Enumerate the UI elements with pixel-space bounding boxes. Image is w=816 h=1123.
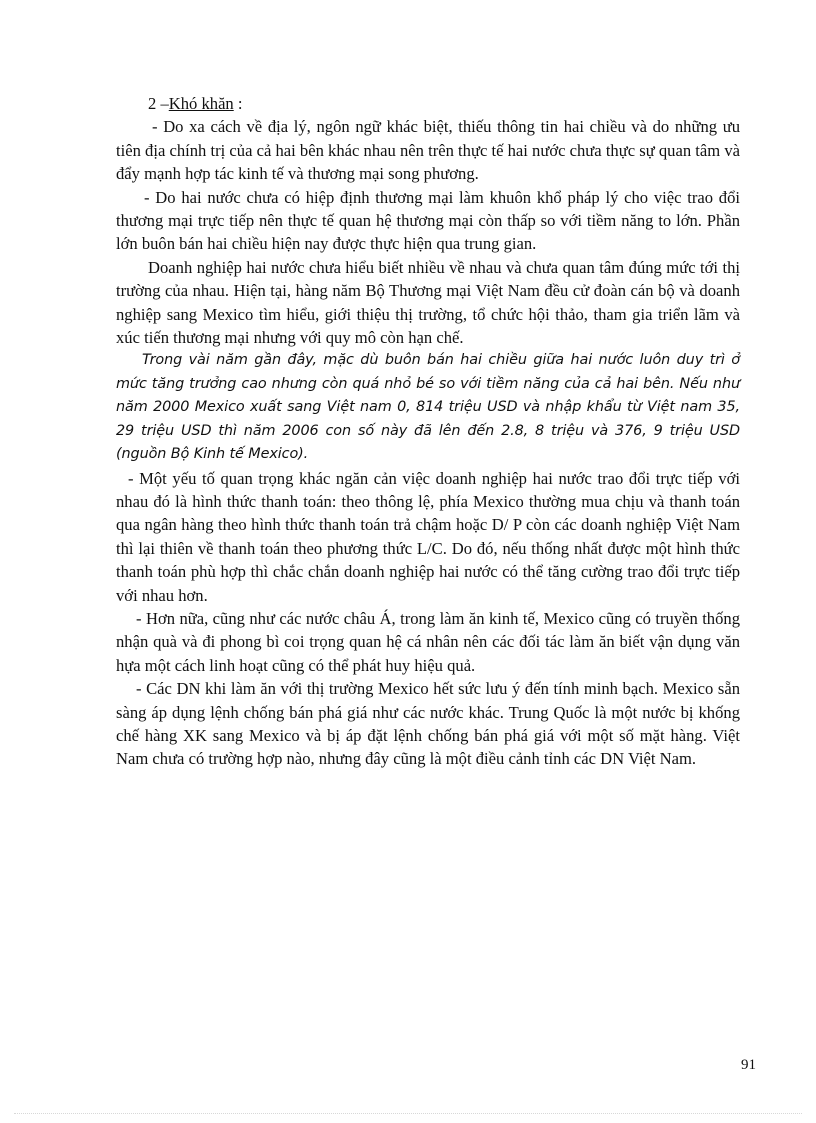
paragraph-no-trade-agreement: - Do hai nước chưa có hiệp định thương mại làm khuôn khổ pháp lý cho việc trao đổi thương mại trực tiếp nên thực tế quan hệ thương mại còn thấp so với tiềm năng to lớn. Phần lớn buôn bán hai chiều hiện nay được thực hiện qua trung gian. xyxy=(116,187,740,254)
page-body xyxy=(116,92,740,771)
paragraph-trade-figures: Trong vài năm gần đây, mặc dù buôn bán hai chiều giữa hai nước luôn duy trì ở mức tăng trưởng cao nhưng còn quá nhỏ bé so với tiềm năng của cả hai bên. Nếu như năm 2000 Mexico xuất sang Việt nam 0, 814 triệu USD và nhập khẩu từ Việt nam 35, 29 triệu USD thì năm 2006 con số này đã lên đến 2.8, 8 triệu và 376, 9 triệu USD (nguồn Bộ Kinh tế Mexico). xyxy=(116,352,740,463)
paragraph-transparency-antidumping: - Các DN khi làm ăn với thị trường Mexico hết sức lưu ý đến tính minh bạch. Mexico sẵn sàng áp dụng lệnh chống bán phá giá như các nước khác. Trung Quốc là một nước bị khống chế hàng XK sang Mexico và bị áp đặt lệnh chống bán phá giá với một số mặt hàng. Việt Nam chưa có trường hợp nào, nhưng đây cũng là một điều cảnh tỉnh các DN Việt Nam. xyxy=(116,679,740,769)
page-number: 91 xyxy=(741,1057,756,1073)
section-title: Khó khăn xyxy=(168,94,234,113)
paragraph-business-understanding: Doanh nghiệp hai nước chưa hiểu biết nhiều về nhau và chưa quan tâm đúng mức tới thị trường của nhau. Hiện tại, hàng năm Bộ Thương mại Việt Nam đều cử đoàn cán bộ và doanh nghiệp sang Mexico tìm hiểu, giới thiệu thị trường, tổ chức hội thảo, tham gia triển lãm và xúc tiến thương mại nhưng với quy mô còn hạn chế. xyxy=(116,257,740,348)
section-heading xyxy=(116,92,740,115)
page-bottom-border xyxy=(14,1113,802,1114)
paragraph-distance-barriers: - Do xa cách về địa lý, ngôn ngữ khác biệt, thiếu thông tin hai chiều và do những ưu tiên địa chính trị của cả hai bên khác nhau nên trên thực tế hai nước chưa thực sự quan tâm và đẩy mạnh hợp tác kinh tế và thương mại song phương. xyxy=(116,117,740,184)
section-heading-suffix: : xyxy=(233,94,243,113)
paragraph-business-culture: - Hơn nữa, cũng như các nước châu Á, trong làm ăn kinh tế, Mexico cũng có truyền thống nhận quà và đi phong bì coi trọng quan hệ cá nhân nên các đối tác làm ăn biết vận dụng văn hựa một cách linh hoạt cũng có thể phát huy hiệu quả. xyxy=(116,608,740,675)
section-number: 2 – xyxy=(148,94,169,113)
paragraph-payment-methods: - Một yếu tố quan trọng khác ngăn cản việc doanh nghiệp hai nước trao đổi trực tiếp với nhau đó là hình thức thanh toán: theo thông lệ, phía Mexico thường mua chịu và thanh toán qua ngân hàng theo hình thức thanh toán trả chậm hoặc D/ P còn các doanh nghiệp Việt Nam thì lại thiên về thanh toán theo phương thức L/C. Do đó, nếu thống nhất được một hình thức thanh toán phù hợp thì chắc chắn doanh nghiệp hai nước có thể tăng cường trao đổi trực tiếp với nhau hơn. xyxy=(116,468,740,605)
